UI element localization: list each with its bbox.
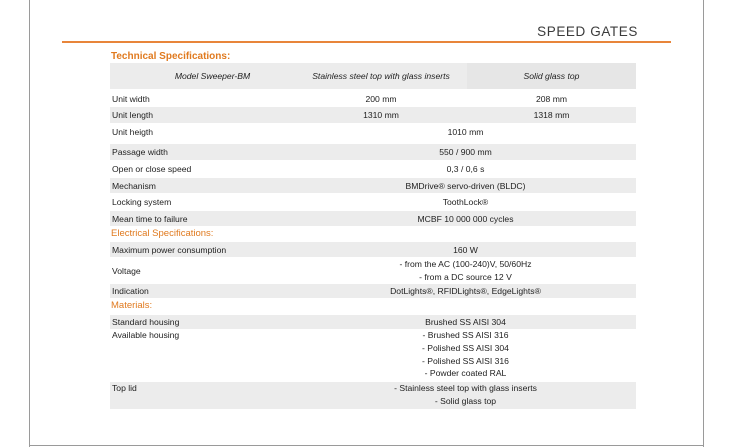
- row-label: Indication: [112, 286, 149, 296]
- table-row: [110, 329, 636, 381]
- row-label: Voltage: [112, 265, 141, 276]
- table-row: [110, 211, 636, 226]
- column-header-model: Model Sweeper-BM: [174, 71, 251, 81]
- row-label: Open or close speed: [112, 163, 192, 174]
- table-row: [110, 161, 636, 176]
- table-row: [110, 382, 636, 409]
- value-line: - from the AC (100-240)V, 50/60Hz: [399, 258, 532, 269]
- page-frame-right: [703, 0, 704, 447]
- row-label: Top lid: [112, 383, 137, 393]
- row-value-glass: 1318 mm: [533, 110, 570, 120]
- table-row: [110, 242, 636, 257]
- row-label: Unit length: [112, 110, 154, 120]
- row-label: Standard housing: [112, 317, 180, 327]
- table-row: [110, 124, 636, 140]
- row-label: Maximum power consumption: [112, 244, 227, 255]
- value-line: - Brushed SS AISI 316: [422, 330, 509, 340]
- value-line: - from a DC source 12 V: [419, 271, 512, 282]
- row-value: [295, 329, 636, 380]
- row-label: Unit heigth: [112, 127, 154, 137]
- row-value-glass: 208 mm: [535, 94, 568, 104]
- row-label: Available housing: [112, 330, 180, 340]
- materials-section-title: Materials:: [111, 300, 153, 311]
- electrical-section-title: Electrical Specifications:: [111, 228, 214, 239]
- table-row: [110, 194, 636, 209]
- row-label: Locking system: [112, 196, 172, 207]
- row-value: [295, 258, 636, 284]
- table-header-row: [110, 63, 636, 89]
- row-value: 1010 mm: [447, 127, 484, 137]
- row-value: MCBF 10 000 000 cycles: [417, 213, 514, 224]
- row-label: Mechanism: [112, 180, 156, 191]
- value-line: - Stainless steel top with glass inserts: [394, 383, 537, 393]
- table-row: [110, 178, 636, 193]
- value-line: - Solid glass top: [434, 395, 497, 406]
- column-header-stainless: Stainless steel top with glass inserts: [312, 71, 450, 81]
- page-title: SPEED GATES: [537, 24, 638, 39]
- row-label: Unit width: [112, 94, 150, 104]
- column-header-glass: Solid glass top: [467, 63, 636, 89]
- row-value: 0,3 / 0,6 s: [446, 163, 485, 174]
- table-row: [110, 258, 636, 283]
- page-frame-left: [29, 0, 30, 447]
- row-value-stainless: 200 mm: [365, 94, 397, 104]
- value-line: - Polished SS AISI 316: [422, 355, 509, 366]
- technical-section-title: Technical Specifications:: [111, 51, 231, 62]
- table-row: [110, 284, 636, 298]
- page-frame-bottom: [29, 445, 704, 446]
- value-line: - Powder coated RAL: [424, 368, 507, 379]
- table-row: [110, 107, 636, 123]
- row-value: DotLights®, RFIDLights®, EdgeLights®: [390, 286, 541, 296]
- header-divider: [62, 41, 671, 43]
- row-value: Brushed SS AISI 304: [425, 317, 506, 327]
- row-label: Mean time to failure: [112, 213, 188, 224]
- row-value: [295, 382, 636, 408]
- table-row: [110, 144, 636, 160]
- row-value: BMDrive® servo-driven (BLDC): [405, 180, 526, 191]
- value-line: - Polished SS AISI 304: [422, 342, 509, 353]
- table-row: [110, 315, 636, 329]
- row-value: 160 W: [453, 244, 478, 255]
- row-value: ToothLock®: [442, 196, 489, 207]
- table-row: [110, 92, 636, 106]
- row-label: Passage width: [112, 147, 168, 157]
- row-value-stainless: 1310 mm: [363, 110, 399, 120]
- row-value: 550 / 900 mm: [439, 147, 492, 157]
